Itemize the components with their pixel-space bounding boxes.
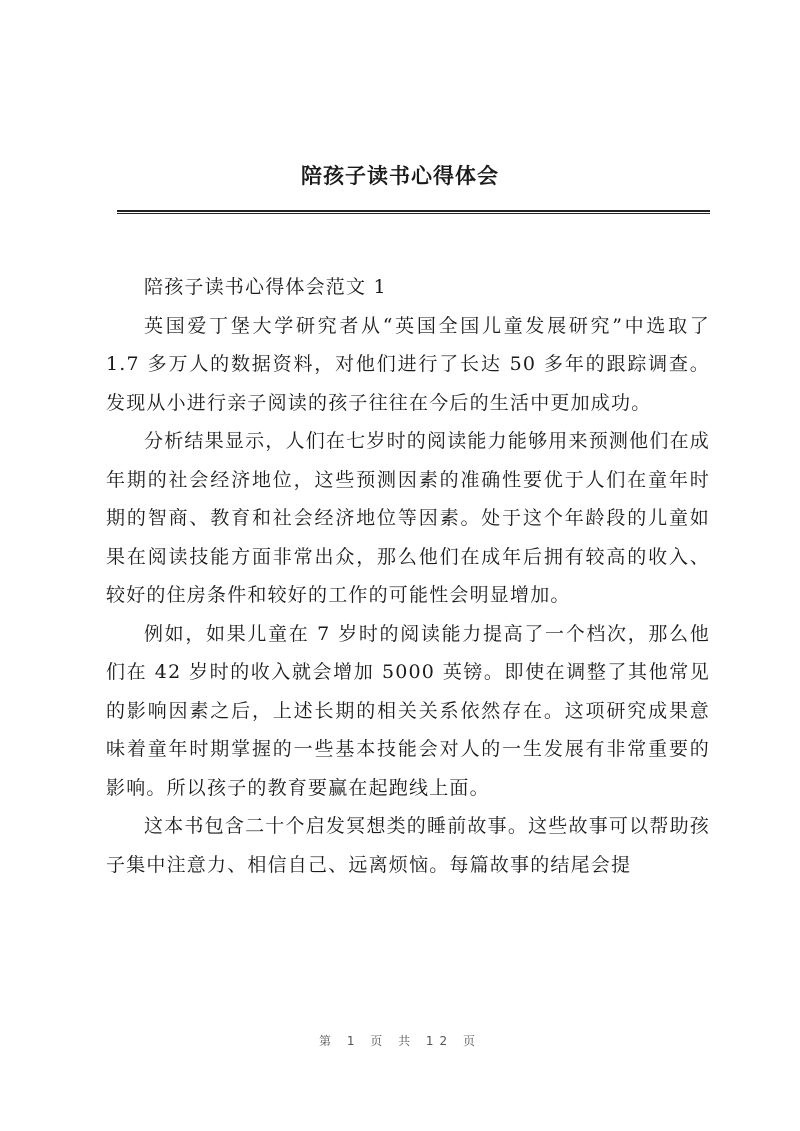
page-number-footer: 第 1 页 共 12 页: [319, 1034, 481, 1048]
document-body: [106, 268, 710, 884]
paragraph: 这本书包含二十个启发冥想类的睡前故事。这些故事可以帮助孩子集中注意力、相信自己、远离烦恼。每篇故事的结尾会提: [106, 815, 710, 876]
section-heading: 陪孩子读书心得体会范文 1: [144, 276, 387, 298]
title-divider: [117, 210, 710, 214]
paragraph: 分析结果显示，人们在七岁时的阅读能力能够用来预测他们在成年期的社会经济地位，这些预测因素的准确性要优于人们在童年时期的智商、教育和社会经济地位等因素。处于这个年龄段的儿童如果在阅读技能方面非常出众，那么他们在成年后拥有较高的收入、较好的住房条件和较好的工作的可能性会明显增加。: [106, 430, 710, 606]
paragraph: 英国爱丁堡大学研究者从“英国全国儿童发展研究”中选取了 1.7 多万人的数据资料，对他们进行了长达 50 多年的跟踪调查。发现从小进行亲子阅读的孩子往往在今后的生活中更加成功。: [106, 314, 710, 414]
document-title: 陪孩子读书心得体会: [301, 164, 499, 188]
paragraph: 例如，如果儿童在 7 岁时的阅读能力提高了一个档次，那么他们在 42 岁时的收入就会增加 5000 英镑。即使在调整了其他常见的影响因素之后，上述长期的相关关系依然存在。这项研究成果意味着童年时期掌握的一些基本技能会对人的一生发展有非常重要的影响。所以孩子的教育要赢在起跑线上面。: [106, 622, 710, 799]
